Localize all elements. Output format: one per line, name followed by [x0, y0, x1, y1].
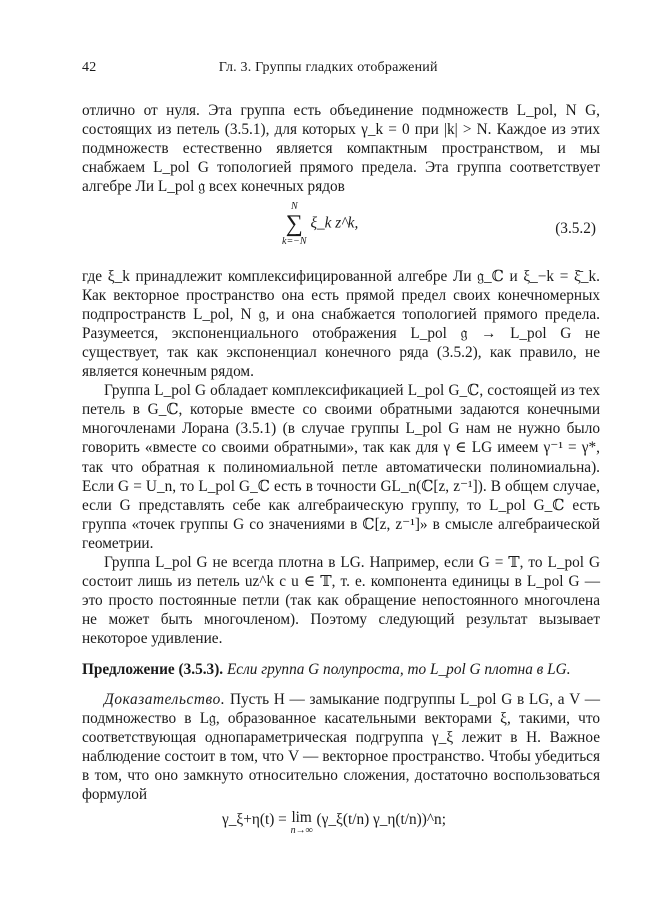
limit-word: lim [291, 809, 312, 827]
limit-operator [291, 810, 313, 836]
paragraph-2: где ξ_k принадлежит комплексифицированной алгебре Ли 𝔤_ℂ и ξ_−k = ξ̄_k. Как векторное пространство она есть прямой предел своих конечномерных подпространств L_pol, N 𝔤, и она снабжается топологией прямого предела. Разумеется, экспоненциального отображения L_pol 𝔤 → L_pol G не существует, так как экспоненциал конечного ряда (3.5.2), как правило, не является конечным рядом. [82, 267, 600, 381]
limit-subscript: n→∞ [290, 825, 313, 837]
sum-summand: ξ_k z^k, [310, 214, 359, 232]
paragraph-3: Группа L_pol G обладает комплексификацией L_pol G_ℂ, состоящей из тех петель в G_ℂ, которые вместе со своими обратными задаются конечными многочленами Лорана (3.5.1) (в случае группы L_pol G нам не нужно было говорить «вместе со своими обратными», так как для γ ∈ LG имеем γ⁻¹ = γ*, так что обратная к полиномиальной петле автоматически полиномиальна). Если G = U_n, то L_pol G_ℂ есть в точности GL_n(ℂ[z, z⁻¹]). В общем случае, если G представлять себе как алгебраическую группу, то L_pol G_ℂ есть группа «точек группы G со значениями в ℂ[z, z⁻¹]» в смысле алгебраической геометрии. [82, 382, 600, 552]
sigma-symbol: ∑ [285, 210, 303, 237]
running-head [82, 58, 600, 77]
book-page [82, 58, 600, 844]
limit-lhs: γ_ξ+η(t) = [222, 811, 287, 829]
equation-3-5-2 [82, 201, 600, 253]
proof-paragraph [82, 690, 600, 805]
sum-upper-limit: N [290, 200, 298, 212]
sum-operator [282, 201, 307, 247]
equation-limit [82, 808, 600, 844]
sum-lower-limit: k=−N [282, 235, 307, 247]
sum-formula [282, 201, 358, 247]
proposition-3-5-3 [82, 660, 600, 679]
limit-rhs: (γ_ξ(t/n) γ_η(t/n))^n; [316, 811, 446, 829]
proposition-title: Предложение (3.5.3). [82, 661, 224, 679]
proof-text: Пусть H — замыкание подгруппы L_pol G в LG, а V — подмножество в L𝔤, образованное касательными векторами ξ, такими, что соответствующая однопараметрическая подгруппа γ_ξ лежит в H. Важное наблюдение состоит в том, что V — векторное пространство. Чтобы убедиться в том, что оно замкнуто относительно сложения, достаточно воспользоваться формулой [82, 690, 600, 803]
paragraph-1: отлично от нуля. Эта группа есть объединение подмножеств L_pol, N G, состоящих из петель (3.5.1), для которых γ_k = 0 при |k| > N. Каждое из этих подмножеств естественно является компактным пространством, и мы снабжаем L_pol G топологией прямого предела. Эта группа соответствует алгебре Ли L_pol 𝔤 всех конечных рядов [82, 102, 600, 196]
page-number: 42 [82, 60, 97, 75]
equation-number: (3.5.2) [555, 219, 596, 237]
limit-formula [222, 810, 446, 836]
proof-head: Доказательство. [104, 690, 226, 708]
chapter-title: Гл. 3. Группы гладких отображений [218, 60, 438, 75]
paragraph-4: Группа L_pol G не всегда плотна в LG. Например, если G = 𝕋, то L_pol G состоит лишь из петель uz^k с u ∈ 𝕋, т. е. компонента единицы в L_pol G — это просто постоянные петли (так как обращение непостоянного многочлена не может быть многочленом). Поэтому следующий результат вызывает некоторое удивление. [82, 553, 600, 648]
proposition-text: Если группа G полупроста, то L_pol G плотна в LG. [226, 661, 571, 679]
